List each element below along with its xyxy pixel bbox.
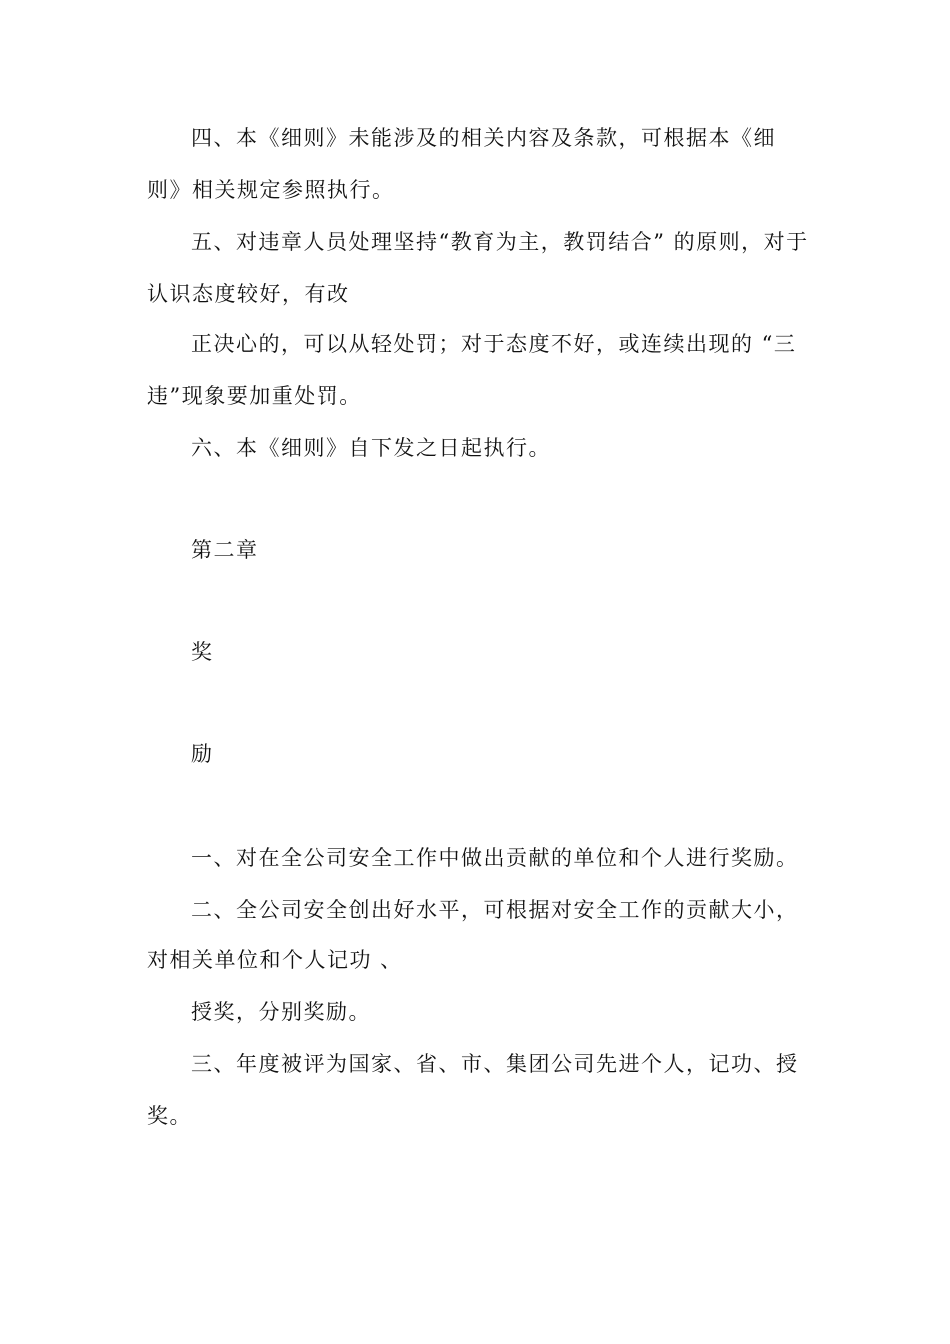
reward-clause-3-line-1: 三、年度被评为国家、省、市、集团公司先进个人，记功、授 [191,1052,799,1076]
clause-5-line-2: 认识态度较好，有改 [147,282,350,306]
chapter-heading: 第二章 [191,538,259,562]
chapter-title-char-1: 奖 [191,640,214,664]
reward-clause-3-line-2: 奖。 [147,1104,192,1128]
reward-clause-2-line-2: 对相关单位和个人记功 、 [147,948,403,972]
clause-4-line-2: 则》相关规定参照执行。 [147,178,395,202]
clause-5-line-4: 违”现象要加重处罚。 [147,384,362,408]
reward-clause-1-line-1: 一、对在全公司安全工作中做出贡献的单位和个人进行奖励。 [191,846,799,870]
clause-6-line-1: 六、本《细则》自下发之日起执行。 [191,436,551,460]
clause-4-line-1: 四、本《细则》未能涉及的相关内容及条款，可根据本《细 [191,126,776,150]
clause-5-line-1: 五、对违章人员处理坚持“教育为主，教罚结合” 的原则，对于 [191,230,809,254]
reward-clause-2-line-3: 授奖，分别奖励。 [191,1000,371,1024]
clause-5-line-3: 正决心的，可以从轻处罚；对于态度不好，或连续出现的 “三 [191,332,797,356]
reward-clause-2-line-1: 二、全公司安全创出好水平，可根据对安全工作的贡献大小， [191,898,799,922]
chapter-title-char-2: 励 [191,742,214,766]
